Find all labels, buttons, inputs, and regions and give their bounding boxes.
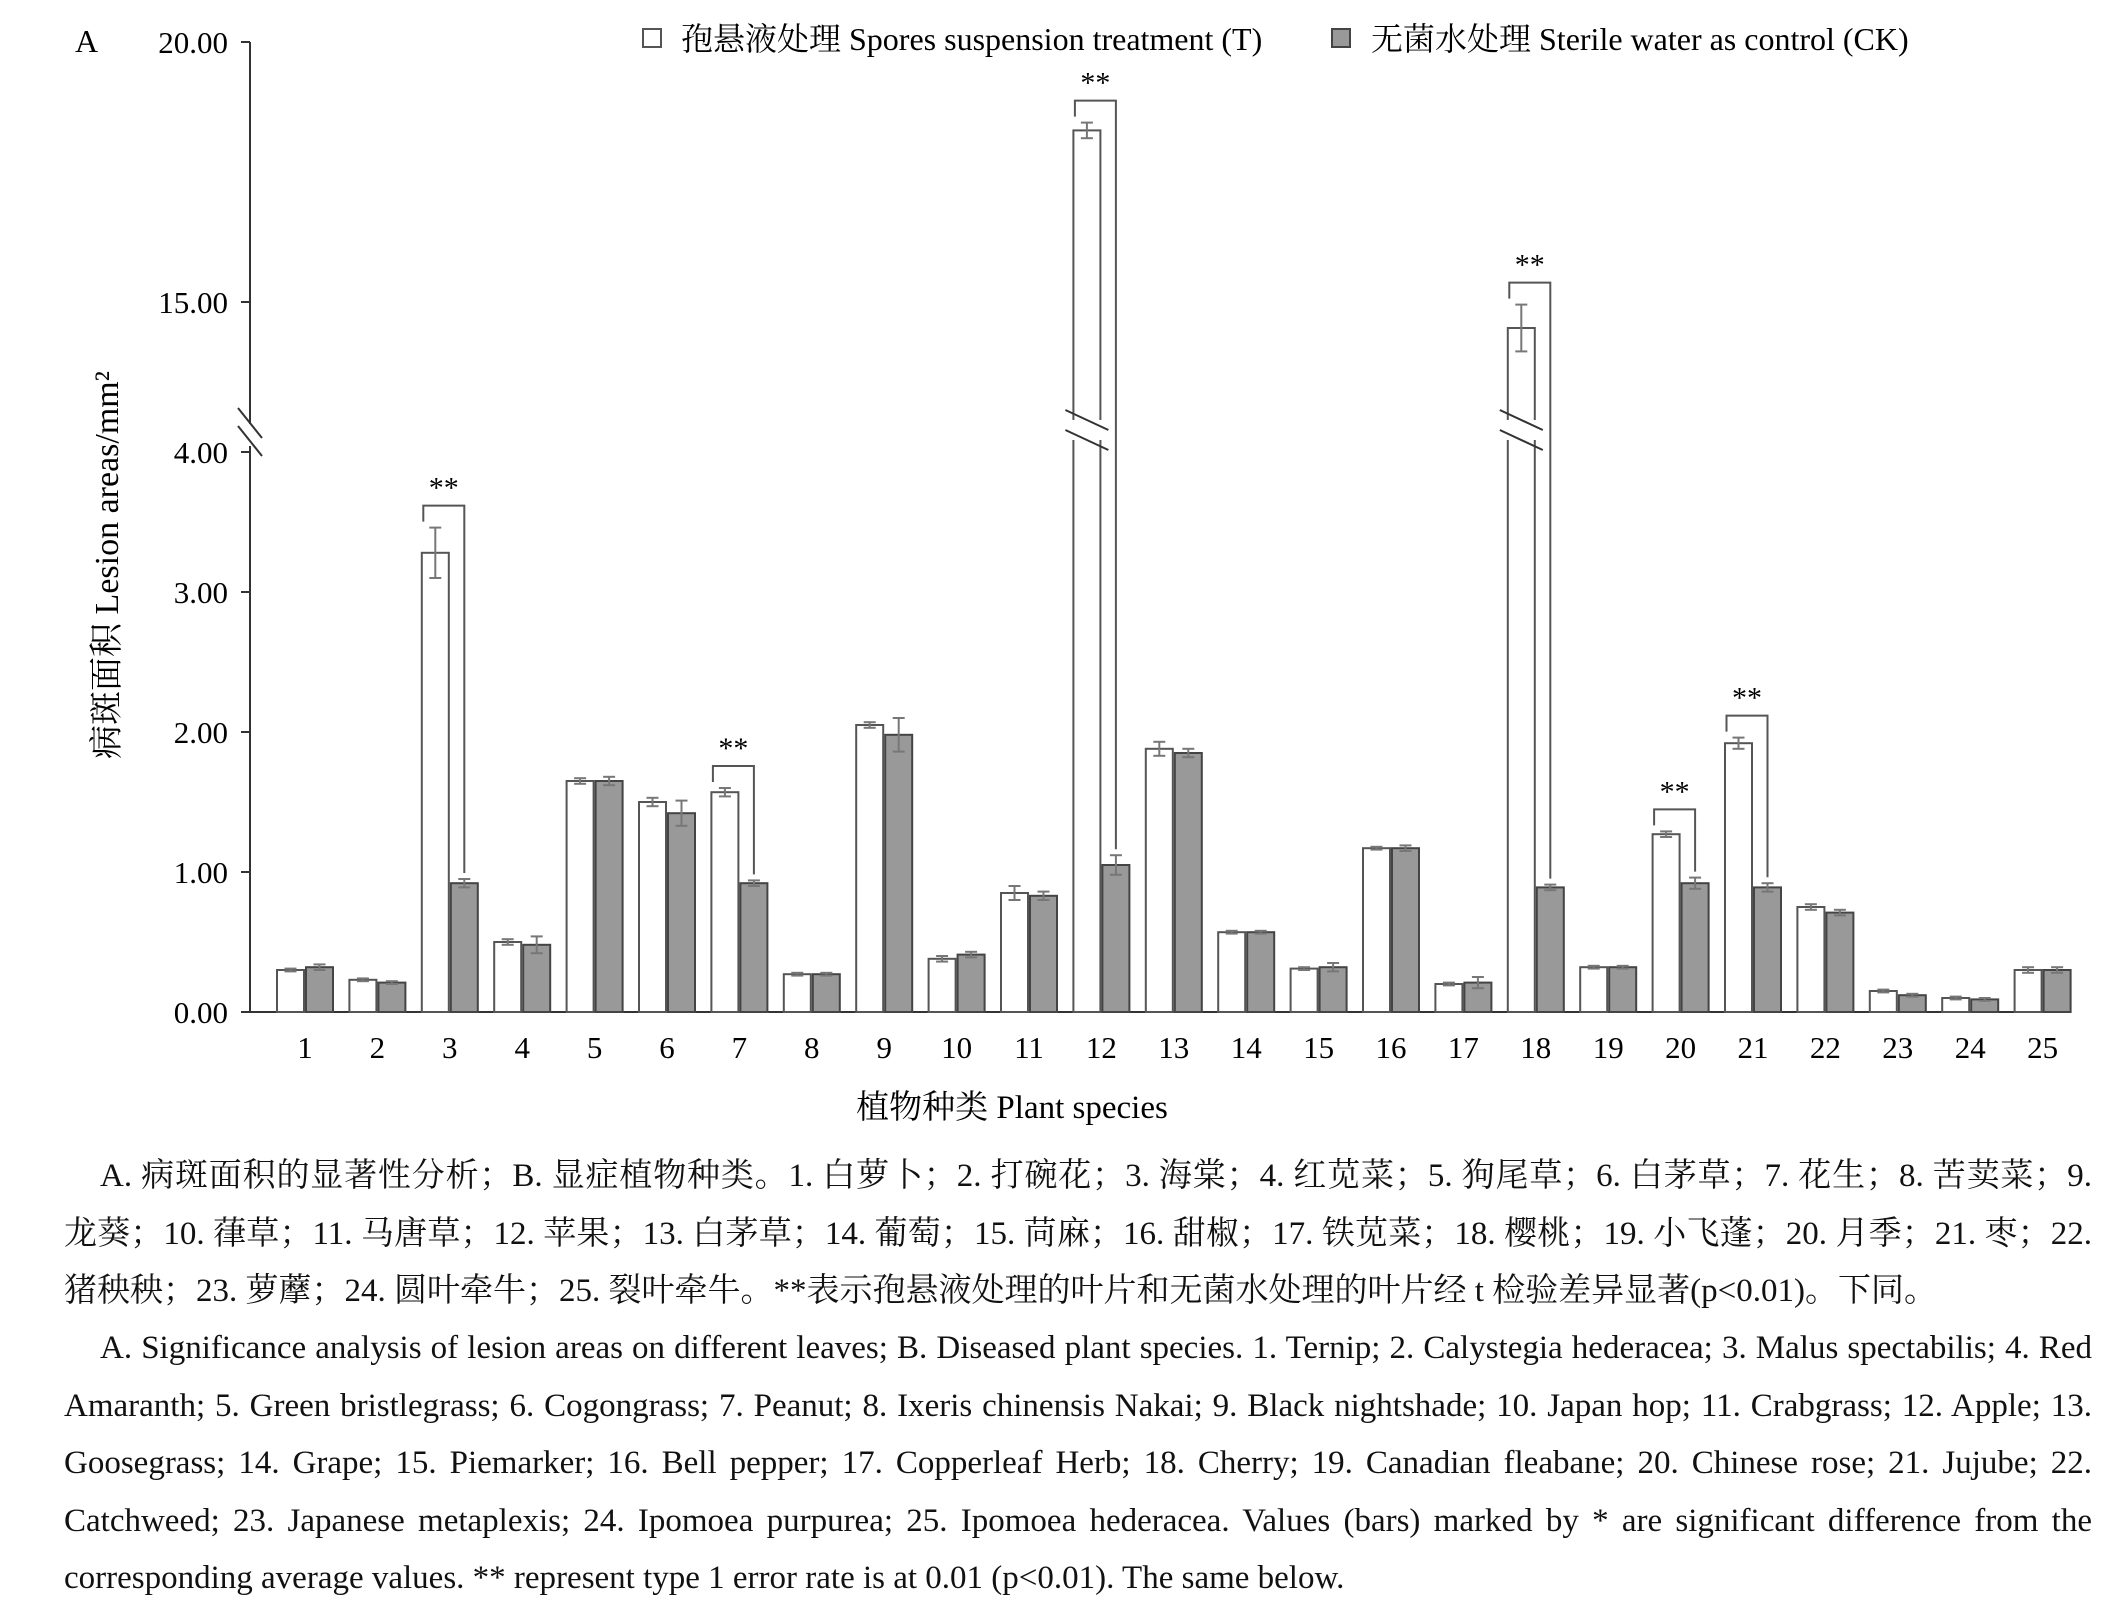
x-tick-label: 1 — [297, 1030, 313, 1065]
bar-control — [1102, 865, 1129, 1012]
x-tick-label: 10 — [941, 1030, 973, 1065]
bar-treatment — [784, 974, 811, 1012]
x-tick-label: 2 — [369, 1030, 386, 1065]
bar-treatment — [1146, 749, 1173, 1012]
bar-treatment — [567, 781, 594, 1012]
x-tick-label: 11 — [1014, 1030, 1044, 1065]
bar-control — [1320, 967, 1347, 1012]
y-tick-label: 3.00 — [173, 575, 228, 610]
x-tick-label: 5 — [586, 1030, 603, 1065]
bar-control — [1392, 848, 1419, 1012]
legend — [643, 21, 1909, 57]
bar-treatment — [2015, 970, 2042, 1012]
bar-control — [1175, 753, 1202, 1012]
legend-label-treatment: 孢悬液处理 Spores suspension treatment (T) — [681, 21, 1263, 57]
bar-control — [1899, 995, 1926, 1012]
panel-label: A — [75, 23, 99, 59]
legend-swatch-treatment — [643, 29, 661, 47]
x-tick-label: 20 — [1665, 1030, 1697, 1065]
bar-treatment — [494, 942, 521, 1012]
significance-label: ** — [1659, 775, 1690, 809]
x-tick-label: 25 — [2027, 1030, 2059, 1065]
x-tick-label: 6 — [659, 1030, 675, 1065]
bar-control — [2044, 970, 2071, 1012]
bar-control — [1754, 887, 1781, 1012]
x-tick-label: 23 — [1882, 1030, 1914, 1065]
bar-treatment — [1870, 991, 1897, 1012]
significance-label: ** — [1514, 248, 1545, 282]
x-tick-label: 4 — [514, 1030, 530, 1065]
bar-control — [596, 781, 623, 1012]
y-tick-label: 15.00 — [158, 285, 228, 320]
bar-treatment — [1001, 893, 1028, 1012]
bars — [277, 123, 2071, 1012]
bar-treatment — [422, 553, 449, 1012]
caption-chinese: A. 病斑面积的显著性分析；B. 显症植物种类。1. 白萝卜；2. 打碗花；3. 海棠；4. 红苋菜；5. 狗尾草；6. 白茅草；7. 花生；8. 苦荬菜；9. 龙葵；10. 葎草；11. 马唐草；12. 苹果；13. 白茅草；14. 葡萄；15. 苘麻；16. 甜椒；17. 铁苋菜；18. 樱桃；19. 小飞蓬；20. 月季；21. 枣；22. 猪秧秧；23. 萝藦；24. 圆叶牵牛；25. 裂叶牵牛。**表示孢悬液处理的叶片和无菌水处理的叶片经 t 检验差异显著(p<0.01)。下同。 — [64, 1158, 2092, 1309]
significance-label: ** — [1080, 66, 1111, 100]
x-tick-label: 21 — [1737, 1030, 1769, 1065]
y-tick-label: 0.00 — [173, 995, 228, 1030]
bar-break-gap — [1502, 420, 1541, 440]
bar-break-gap — [1067, 420, 1106, 440]
x-tick-label: 9 — [876, 1030, 892, 1065]
bar-treatment — [1725, 743, 1752, 1012]
bar-control — [1247, 932, 1274, 1012]
x-tick-label: 19 — [1592, 1030, 1624, 1065]
significance-label: ** — [428, 471, 459, 505]
y-tick-label: 2.00 — [173, 715, 228, 750]
x-tick-labels — [297, 1030, 2058, 1065]
bar-treatment — [929, 959, 956, 1012]
bar-treatment — [1073, 130, 1100, 1012]
bar-treatment — [277, 970, 304, 1012]
bar-control — [523, 945, 550, 1012]
bar-control — [885, 735, 912, 1012]
bar-control — [451, 883, 478, 1012]
bar-treatment — [1435, 984, 1462, 1012]
bar-control — [668, 813, 695, 1012]
x-tick-label: 7 — [731, 1030, 748, 1065]
bar-treatment — [639, 802, 666, 1012]
bar-control — [958, 955, 985, 1012]
x-axis-label: 植物种类 Plant species — [856, 1090, 1168, 1126]
bar-treatment — [1363, 848, 1390, 1012]
bar-treatment — [856, 725, 883, 1012]
significance-label: ** — [1732, 681, 1762, 715]
x-tick-label: 18 — [1520, 1030, 1552, 1065]
y-tick-label: 4.00 — [173, 435, 228, 470]
legend-swatch-control — [1332, 29, 1350, 47]
x-tick-label: 14 — [1230, 1030, 1262, 1065]
bar-control — [813, 974, 840, 1012]
bar-control — [306, 967, 333, 1012]
bar-treatment — [711, 792, 738, 1012]
legend-label-control: 无菌水处理 Sterile water as control (CK) — [1371, 21, 1909, 57]
x-tick-label: 13 — [1158, 1030, 1190, 1065]
bar-control — [740, 883, 767, 1012]
bar-control — [1826, 913, 1853, 1012]
x-tick-label: 22 — [1809, 1030, 1841, 1065]
bar-control — [378, 983, 405, 1012]
x-tick-label: 16 — [1375, 1030, 1407, 1065]
bar-control — [1537, 887, 1564, 1012]
bar-treatment — [1797, 907, 1824, 1012]
y-axis-label: 病斑面积 Lesion areas/mm² — [89, 371, 126, 759]
bar-treatment — [1653, 834, 1680, 1012]
x-tick-label: 12 — [1085, 1030, 1117, 1065]
bar-control — [1682, 883, 1709, 1012]
bar-treatment — [1291, 969, 1318, 1012]
bar-treatment — [1218, 932, 1245, 1012]
caption-english: A. Significance analysis of lesion areas on different leaves; B. Diseased plant species. 1. Ternip; 2. Calystegia hederacea; 3. Malus spectabilis; 4. Red Amaranth; 5. Green bristlegrass; 6. Cogongrass; 7. Peanut; 8. Ixeris chinensis Nakai; 9. Black nightshade; 10. Japan hop; 11. Crabgrass; 12. Apple; 13. Goosegrass; 14. Grape; 15. Piemarker; 16. Bell pepper; 17. Copperleaf Herb; 18. Cherry; 19. Canadian fleabane; 20. Chinese rose; 21. Jujube; 22. Catchweed; 23. Japanese metaplexis; 24. Ipomoea purpurea; 25. Ipomoea hederacea. Values (bars) marked by * are significant difference from the corresponding average values. ** represent type 1 error rate is at 0.01 (p<0.01). The same below. — [64, 1330, 2092, 1596]
bar-control — [1030, 896, 1057, 1012]
y-tick-label: 20.00 — [158, 25, 228, 60]
y-tick-label: 1.00 — [173, 855, 228, 890]
x-tick-label: 8 — [804, 1030, 820, 1065]
x-tick-label: 24 — [1954, 1030, 1986, 1065]
x-tick-label: 17 — [1447, 1030, 1479, 1065]
x-tick-label: 3 — [442, 1030, 458, 1065]
significance-label: ** — [718, 732, 749, 765]
bar-treatment — [1580, 967, 1607, 1012]
bar-control — [1609, 967, 1636, 1012]
x-tick-label: 15 — [1303, 1030, 1335, 1065]
bar-treatment — [349, 980, 376, 1012]
